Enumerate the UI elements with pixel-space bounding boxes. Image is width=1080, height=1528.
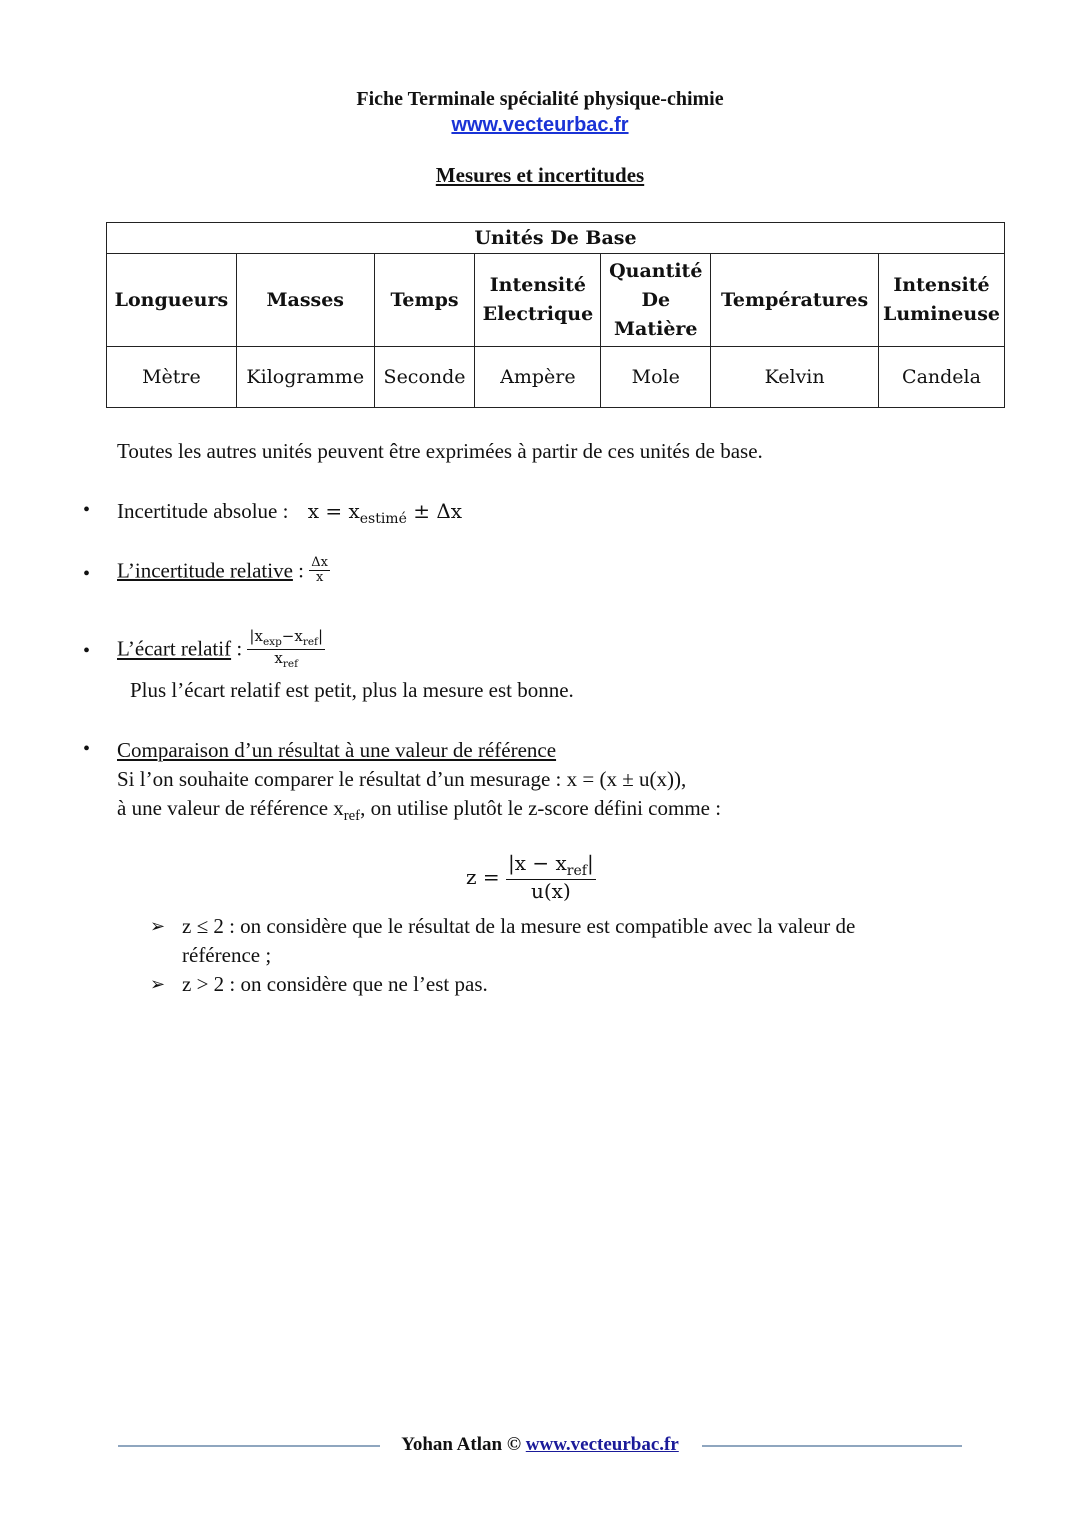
footer-link[interactable]: www.vecteurbac.fr xyxy=(525,1434,679,1455)
unit-cell: Kelvin xyxy=(711,347,879,408)
bullet-icon: • xyxy=(83,738,91,760)
relative-deviation-note: Plus l’écart relatif est petit, plus la mesure est bonne. xyxy=(130,678,574,702)
comparison-heading: Comparaison d’un résultat à une valeur de référence xyxy=(117,738,557,762)
header-title: Fiche Terminale spécialité physique-chimie xyxy=(356,88,724,110)
z-score-formula: z = $\frac{|x - x_{ref}|}{u(x)}$ xyxy=(466,851,594,904)
header-link[interactable]: www.vecteurbac.fr xyxy=(451,114,629,136)
table-header-row xyxy=(107,254,1005,347)
table-caption: Unités De Base xyxy=(107,223,1005,254)
relative-uncertainty-fraction: $\frac{\Delta x}{x}$ xyxy=(311,555,328,586)
arrow-bullet-icon: ➢ xyxy=(150,916,166,936)
relative-deviation: L’écart relatif : $\frac{|x_{exp}-x_{ref}|}{x_{ref}}$ xyxy=(117,627,324,670)
header-cell-quantite-matiere: Quantité De Matière xyxy=(601,254,711,347)
bullet-icon: • xyxy=(83,563,91,585)
relative-uncertainty: L’incertitude relative : $\frac{\Delta x}{x}$ xyxy=(117,555,328,586)
relative-uncertainty-label: L’incertitude relative xyxy=(117,558,293,583)
header-cell-intensite-lumineuse: Intensité Lumineuse xyxy=(879,254,1005,347)
unit-cell: Seconde xyxy=(374,347,475,408)
absolute-uncertainty-formula: $x = x_{estimé} \pm \Delta x$ xyxy=(307,499,463,527)
header-cell-masses: Masses xyxy=(236,254,374,347)
table-row-units xyxy=(107,347,1005,408)
criterion-incompatible: z > 2 : on considère que ne l’est pas. xyxy=(182,972,488,996)
criterion-compatible-line-1: z ≤ 2 : on considère que le résultat de la mesure est compatible avec la valeur de xyxy=(182,914,856,938)
absolute-uncertainty xyxy=(117,499,462,527)
document-title: Mesures et incertitudes xyxy=(435,163,645,187)
comparison-line-2: à une valeur de référence $x_{ref}$, on utilise plutôt le z-score défini comme : xyxy=(117,796,722,825)
header-cell-temps: Temps xyxy=(374,254,475,347)
relative-deviation-label: L’écart relatif xyxy=(117,636,232,661)
header-cell-longueurs: Longueurs xyxy=(107,254,237,347)
comparison-line-1: Si l’on souhaite comparer le résultat d’un mesurage : x = (x ± u(x)), xyxy=(117,767,687,791)
bullet-icon: • xyxy=(83,499,91,521)
unit-cell: Mole xyxy=(601,347,711,408)
bullet-icon: • xyxy=(83,640,91,662)
z-score-fraction: $\frac{|x - x_{ref}|}{u(x)}$ xyxy=(508,851,594,904)
footer xyxy=(0,1434,1080,1456)
intro-text: Toutes les autres unités peuvent être exprimées à partir de ces unités de base. xyxy=(117,439,763,463)
base-units-table xyxy=(106,222,1005,408)
unit-cell: Mètre xyxy=(107,347,237,408)
arrow-bullet-icon: ➢ xyxy=(150,974,166,994)
header-cell-temperatures: Températures xyxy=(711,254,879,347)
table-caption-row xyxy=(107,223,1005,254)
unit-cell: Candela xyxy=(879,347,1005,408)
criterion-compatible-line-2: référence ; xyxy=(182,943,272,967)
relative-deviation-fraction: $\frac{|x_{exp}-x_{ref}|}{x_{ref}}$ xyxy=(249,627,324,670)
unit-cell: Ampère xyxy=(475,347,601,408)
footer-author: Yohan Atlan © xyxy=(401,1434,526,1455)
header-cell-intensite-electrique: Intensité Electrique xyxy=(475,254,601,347)
absolute-uncertainty-label: Incertitude absolue : xyxy=(117,499,289,523)
unit-cell: Kilogramme xyxy=(236,347,374,408)
